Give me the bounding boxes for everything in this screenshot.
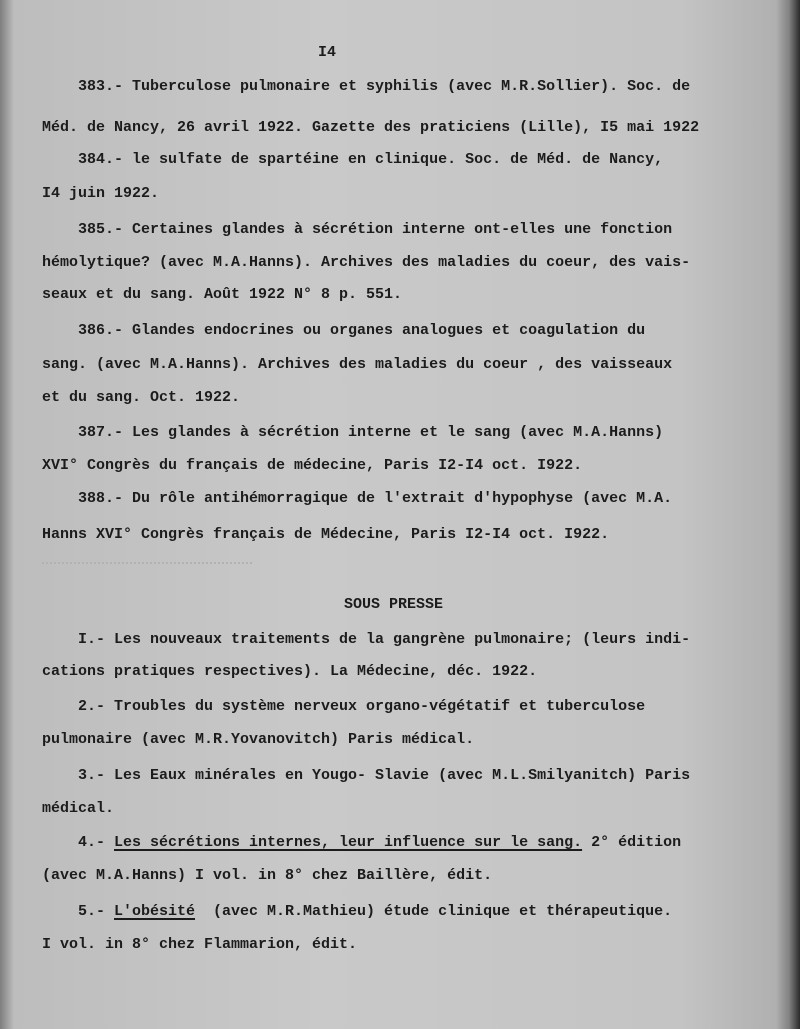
entry-383-line-2: Méd. de Nancy, 26 avril 1922. Gazette des praticiens (Lille), I5 mai 1922 <box>42 119 700 136</box>
entry-385-line-3: seaux et du sang. Août 1922 N° 8 p. 551. <box>42 286 403 303</box>
press-item-2-line-2: pulmonaire (avec M.R.Yovanovitch) Paris médical. <box>42 731 475 748</box>
page-edge-shadow <box>788 0 800 1029</box>
press-item-1-line-1: I.- Les nouveaux traitements de la gangrène pulmonaire; (leurs indi- <box>42 631 691 648</box>
press-item-5-line-1 <box>42 903 672 920</box>
press-item-4-prefix: 4.- <box>42 834 115 851</box>
entry-385-line-2: hémolytique? (avec M.A.Hanns). Archives des maladies du coeur, des vais- <box>42 254 691 271</box>
press-item-4-suffix: 2° édition <box>582 834 682 851</box>
bleed-through-trace <box>42 562 252 566</box>
section-heading-sous-presse: SOUS PRESSE <box>344 596 444 613</box>
press-item-2-line-1: 2.- Troubles du système nerveux organo-végétatif et tuberculose <box>42 698 646 715</box>
entry-386-line-2: sang. (avec M.A.Hanns). Archives des maladies du coeur , des vaisseaux <box>42 356 673 373</box>
entry-383-line-1: 383.- Tuberculose pulmonaire et syphilis (avec M.R.Sollier). Soc. de <box>42 78 691 95</box>
press-item-4-title: Les sécrétions internes, leur influence sur le sang. <box>114 834 583 851</box>
entry-387-line-2: XVI° Congrès du français de médecine, Paris I2-I4 oct. I922. <box>42 457 583 474</box>
press-item-3-line-1: 3.- Les Eaux minérales en Yougo- Slavie (avec M.L.Smilyanitch) Paris <box>42 767 691 784</box>
press-item-4-line-1 <box>42 834 681 851</box>
press-item-5-title: L'obésité <box>114 903 196 920</box>
press-item-1-line-2: cations pratiques respectives). La Médecine, déc. 1922. <box>42 663 538 680</box>
entry-384-line-2: I4 juin 1922. <box>42 185 160 202</box>
press-item-5-prefix: 5.- <box>42 903 115 920</box>
entry-385-line-1: 385.- Certaines glandes à sécrétion interne ont-elles une fonction <box>42 221 673 238</box>
entry-386-line-1: 386.- Glandes endocrines ou organes analogues et coagulation du <box>42 322 646 339</box>
page-number: I4 <box>318 44 337 61</box>
entry-386-line-3: et du sang. Oct. 1922. <box>42 389 241 406</box>
entry-384-line-1: 384.- le sulfate de spartéine en clinique. Soc. de Méd. de Nancy, <box>42 151 664 168</box>
entry-387-line-1: 387.- Les glandes à sécrétion interne et le sang (avec M.A.Hanns) <box>42 424 664 441</box>
press-item-5-suffix: (avec M.R.Mathieu) étude clinique et thérapeutique. <box>195 903 673 920</box>
entry-388-line-2: Hanns XVI° Congrès français de Médecine, Paris I2-I4 oct. I922. <box>42 526 610 543</box>
press-item-4-line-2: (avec M.A.Hanns) I vol. in 8° chez Baillère, édit. <box>42 867 493 884</box>
press-item-5-line-2: I vol. in 8° chez Flammarion, édit. <box>42 936 358 953</box>
press-item-3-line-2: médical. <box>42 800 115 817</box>
entry-388-line-1: 388.- Du rôle antihémorragique de l'extrait d'hypophyse (avec M.A. <box>42 490 673 507</box>
